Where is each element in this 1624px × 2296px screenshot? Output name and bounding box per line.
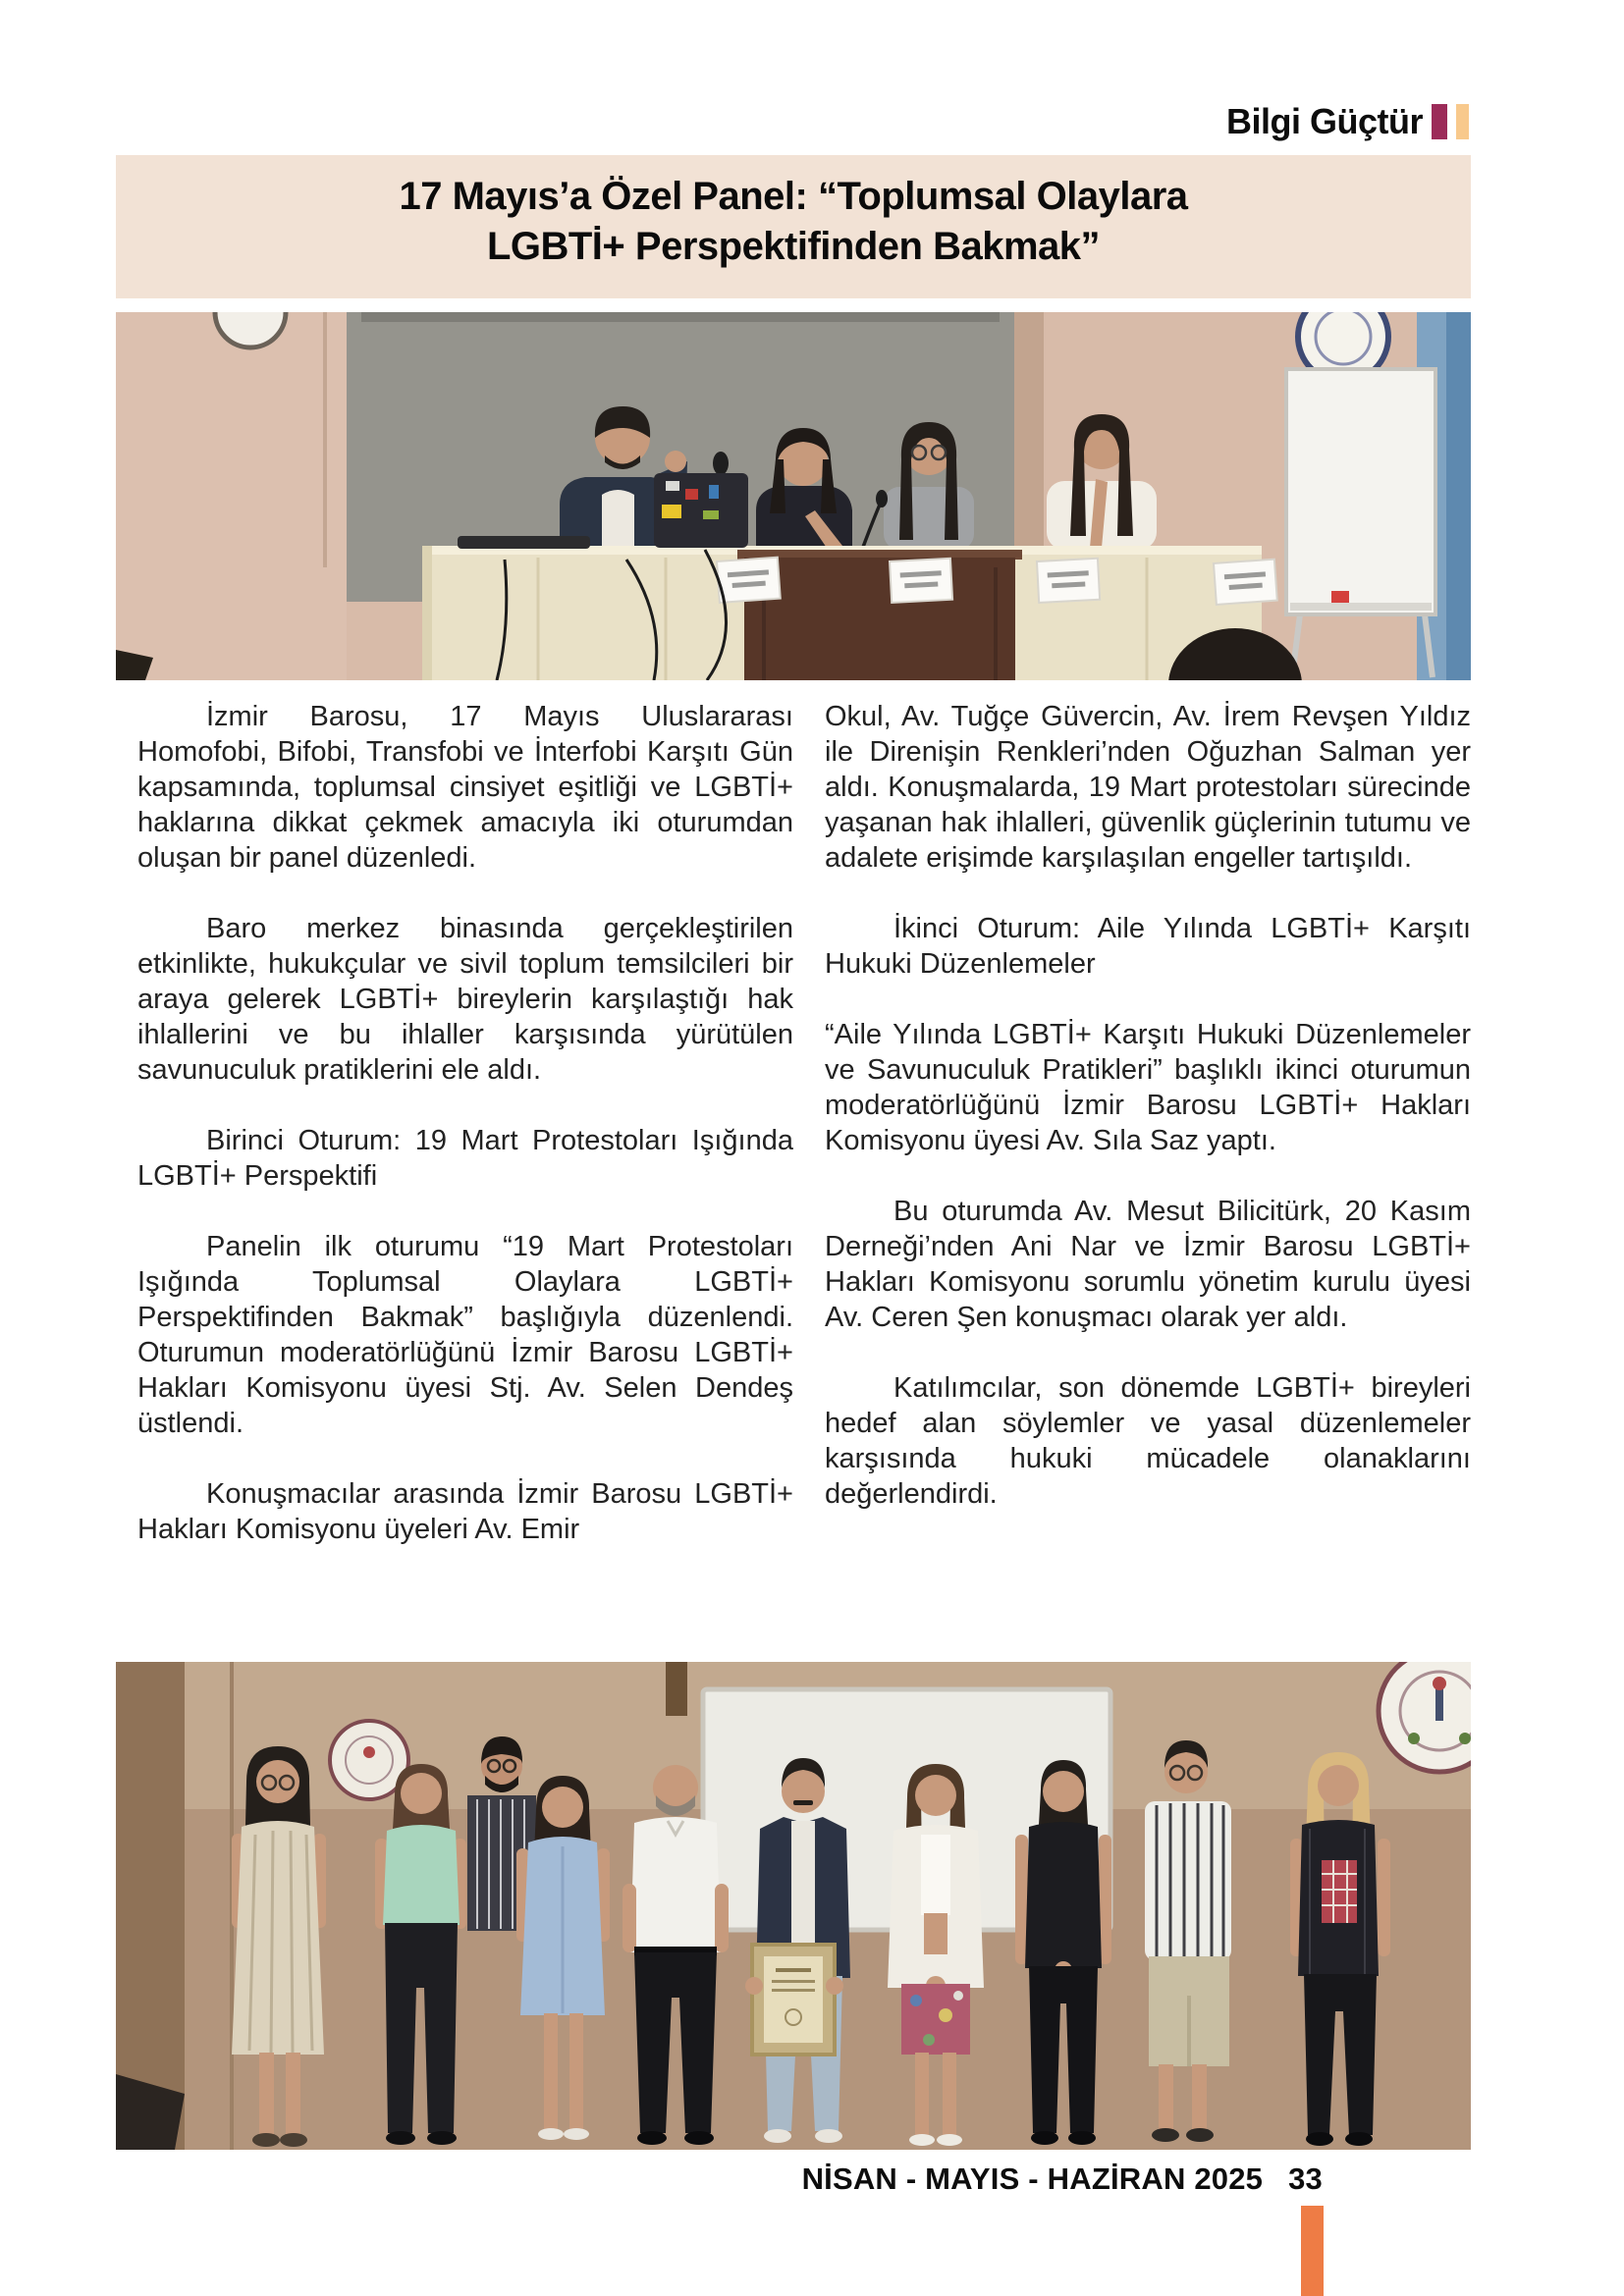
- paragraph: İzmir Barosu, 17 Mayıs Uluslararası Homofobi, Bifobi, Transfobi ve İnterfobi Karşıtı Gün kapsamında, toplumsal cinsiyet eşitliği ve LGBTİ+ haklarına dikkat çekmek amacıyla iki oturumdan oluşan bir panel düzenledi.: [137, 701, 793, 874]
- paragraph: Baro merkez binasında gerçekleştirilen etkinlikte, hukukçular ve sivil toplum temsilcileri bir araya gelerek LGBTİ+ bireylerin karşılaştığı hak ihlallerini ve bu ihlaller karşısında yürütülen savunuculuk pratiklerini ele aldı.: [137, 913, 793, 1086]
- page-number: 33: [1288, 2162, 1323, 2196]
- desk-device: [458, 536, 590, 549]
- article-title: [399, 172, 1187, 272]
- body-column-right: [825, 699, 1471, 1653]
- wooden-podium: [737, 550, 1022, 680]
- group-photo: [116, 1662, 1471, 2150]
- kicker-label: Bilgi Güçtür: [1226, 101, 1423, 141]
- kicker-bar-tan: [1456, 104, 1469, 139]
- session-heading: Birinci Oturum: 19 Mart Protestoları Işığında LGBTİ+ Perspektifi: [137, 1125, 793, 1192]
- title-line-2: LGBTİ+ Perspektifinden Bakmak”: [486, 225, 1101, 268]
- footer: [802, 2162, 1323, 2197]
- article-title-banner: [116, 155, 1471, 298]
- session-heading: İkinci Oturum: Aile Yılında LGBTİ+ Karşıtı Hukuki Düzenlemeler: [825, 913, 1471, 980]
- body-column-left: [137, 699, 793, 1653]
- group-photo-illustration: [116, 1662, 1471, 2150]
- title-line-1: 17 Mayıs’a Özel Panel: “Toplumsal Olaylara: [399, 175, 1188, 218]
- certificate-plaque: [752, 1945, 835, 2055]
- paragraph: Bu oturumda Av. Mesut Bilicitürk, 20 Kasım Derneği’nden Ani Nar ve İzmir Barosu LGBTİ+ Hakları Komisyonu sorumlu yönetim kurulu üyesi Av. Ceren Şen konuşmacı olarak yer aldı.: [825, 1196, 1471, 1333]
- paragraph: Panelin ilk oturumu “19 Mart Protestoları Işığında Toplumsal Olaylara LGBTİ+ Perspektifinden Bakmak” başlığıyla düzenlendi. Oturumun moderatörlüğünü İzmir Barosu LGBTİ+ Hakları Komisyonu üyesi Stj. Av. Selen Dendeş üstlendi.: [137, 1231, 793, 1439]
- kicker-bar-maroon: [1432, 104, 1447, 139]
- footer-issue-label: NİSAN - MAYIS - HAZİRAN 2025: [801, 2162, 1264, 2196]
- red-marker: [1331, 591, 1349, 603]
- paragraph: “Aile Yılında LGBTİ+ Karşıtı Hukuki Düzenlemeler ve Savunuculuk Pratikleri” başlıklı ikinci oturumun moderatörlüğünü İzmir Barosu LGBTİ+ Hakları Komisyonu üyesi Av. Sıla Saz yaptı.: [825, 1019, 1471, 1156]
- paragraph: Katılımcılar, son dönemde LGBTİ+ bireyleri hedef alan söylemler ve yasal düzenlemeler karşısında hukuki mücadele olanaklarını değerlendirdi.: [825, 1372, 1471, 1510]
- paragraph: Okul, Av. Tuğçe Güvercin, Av. İrem Revşen Yıldız ile Direnişin Renkleri’nden Oğuzhan Salman yer aldı. Konuşmalarda, 19 Mart protestoları sürecinde yaşanan hak ihlalleri, güvenlik güçlerinin tutumu ve adalete erişimde karşılaşılan engeller tartışıldı.: [825, 701, 1471, 874]
- footer-accent-bar: [1301, 2206, 1324, 2296]
- kicker: [0, 100, 1469, 143]
- panel-discussion-photo: [116, 312, 1471, 680]
- laptop: [654, 473, 748, 548]
- paragraph: Konuşmacılar arasında İzmir Barosu LGBTİ+ Hakları Komisyonu üyeleri Av. Emir: [137, 1478, 793, 1545]
- panel-photo-illustration: [116, 312, 1471, 680]
